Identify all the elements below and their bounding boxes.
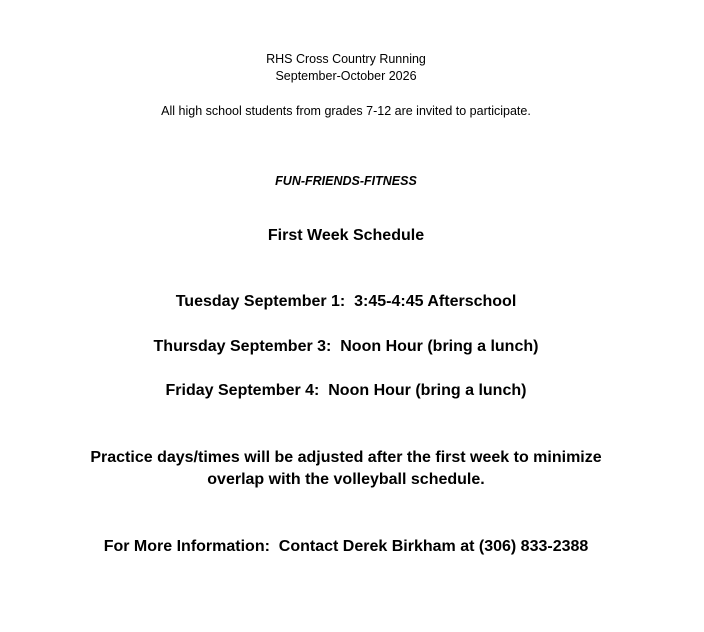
invitation-text: All high school students from grades 7-12 are invited to participate. (161, 104, 531, 118)
schedule-item-thursday: Thursday September 3: Noon Hour (bring a lunch) (153, 338, 539, 355)
contact-info: For More Information: Contact Derek Birkham at (306) 833-2388 (103, 538, 589, 555)
schedule-heading: First Week Schedule (267, 227, 425, 244)
schedule-item-friday: Friday September 4: Noon Hour (bring a lunch) (165, 382, 527, 399)
tagline: FUN-FRIENDS-FITNESS (275, 174, 417, 188)
schedule-item-tuesday: Tuesday September 1: 3:45-4:45 Afterschool (175, 293, 517, 310)
document-title: RHS Cross Country Running (266, 52, 426, 66)
season-dates: September-October 2026 (275, 69, 417, 83)
practice-note: Practice days/times will be adjusted after the first week to minimize overlap with the volleyball schedule. (90, 449, 602, 488)
